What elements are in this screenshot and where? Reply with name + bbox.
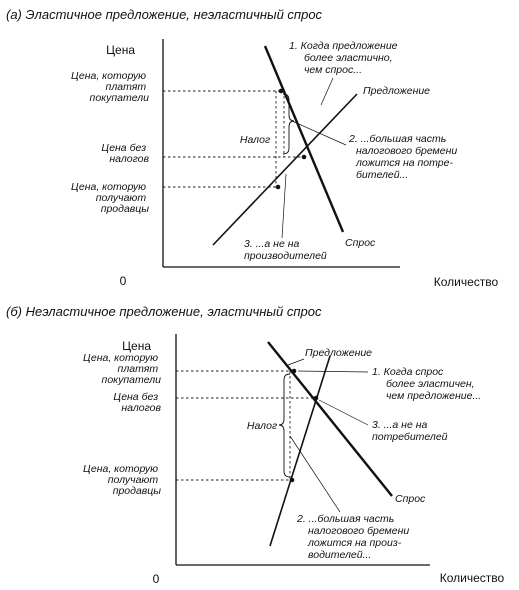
- panel-b-supply-label: Предложение: [305, 347, 373, 359]
- panel-b-buyer-price-label: Цена, которую платят покупатели: [83, 352, 161, 386]
- panel-b-note-2: 2. ...большая часть налогового бремени ложится на произ- водителей...: [297, 513, 410, 561]
- panel-a-note-1: 1. Когда предложение более эластично, чем спрос...: [289, 40, 398, 76]
- panel-a-supply-label: Предложение: [363, 85, 431, 97]
- panel-b-title: (б) Неэластичное предложение, эластичный спрос: [6, 304, 322, 319]
- panel-b-note-2-leader: [290, 436, 340, 512]
- panel-a-tax-label: Налог: [239, 134, 271, 146]
- panel-a-buyer-price-point: [279, 89, 284, 94]
- panel-b-note-1-leader: [298, 371, 368, 372]
- panel-a-note-2: 2. ...большая часть налогового бремени ложится на потре- бителей...: [349, 133, 458, 181]
- panel-b-seller-price-label: Цена, которую получают продавцы: [83, 463, 161, 497]
- panel-a-buyer-price-label: Цена, которую платят покупатели: [71, 70, 149, 104]
- panel-a-note-2-leader: [292, 121, 346, 145]
- panel-b-supply-label-leader: [288, 359, 304, 365]
- panel-a-origin-label: 0: [119, 274, 127, 288]
- panel-a-no-tax-price-label: Цена без налогов: [101, 142, 149, 165]
- panel-b-tax-brace: [279, 374, 290, 477]
- panel-b-seller-price-point: [290, 478, 295, 483]
- panel-a-note-3: 3. ...а не на производителей: [244, 238, 327, 262]
- panel-b-tax-label: Налог: [246, 420, 278, 432]
- panel-b-no-tax-price-label: Цена без налогов: [113, 391, 161, 414]
- panel-a-title: (а) Эластичное предложение, неэластичный спрос: [6, 7, 323, 22]
- panel-a-demand-label: Спрос: [345, 237, 376, 249]
- panel-a: [6, 7, 499, 289]
- panel-a-note-3-leader: [282, 174, 286, 238]
- panel-a-equilibrium-point: [302, 155, 307, 160]
- panel-a-supply-curve: [213, 94, 357, 245]
- panel-b-y-axis-label: Цена: [122, 339, 151, 353]
- panel-b-note-1: 1. Когда спрос более эластичен, чем предложение...: [372, 366, 482, 402]
- panel-b-note-3-leader: [319, 400, 368, 425]
- panel-b-note-3: 3. ...а не на потребителей: [372, 419, 448, 443]
- panel-a-note-1-leader: [321, 78, 333, 105]
- panel-b-buyer-price-point: [292, 369, 297, 374]
- panel-a-seller-price-point: [276, 185, 281, 190]
- panel-a-seller-price-label: Цена, которую получают продавцы: [71, 181, 149, 215]
- panel-b-equilibrium-point: [314, 396, 319, 401]
- panel-a-x-axis-label: Количество: [433, 275, 499, 289]
- panel-b-demand-label: Спрос: [395, 493, 426, 505]
- panel-b-origin-label: 0: [152, 572, 160, 586]
- panel-b: [6, 304, 505, 586]
- panel-a-y-axis-label: Цена: [106, 43, 135, 57]
- panel-b-x-axis-label: Количество: [439, 571, 505, 585]
